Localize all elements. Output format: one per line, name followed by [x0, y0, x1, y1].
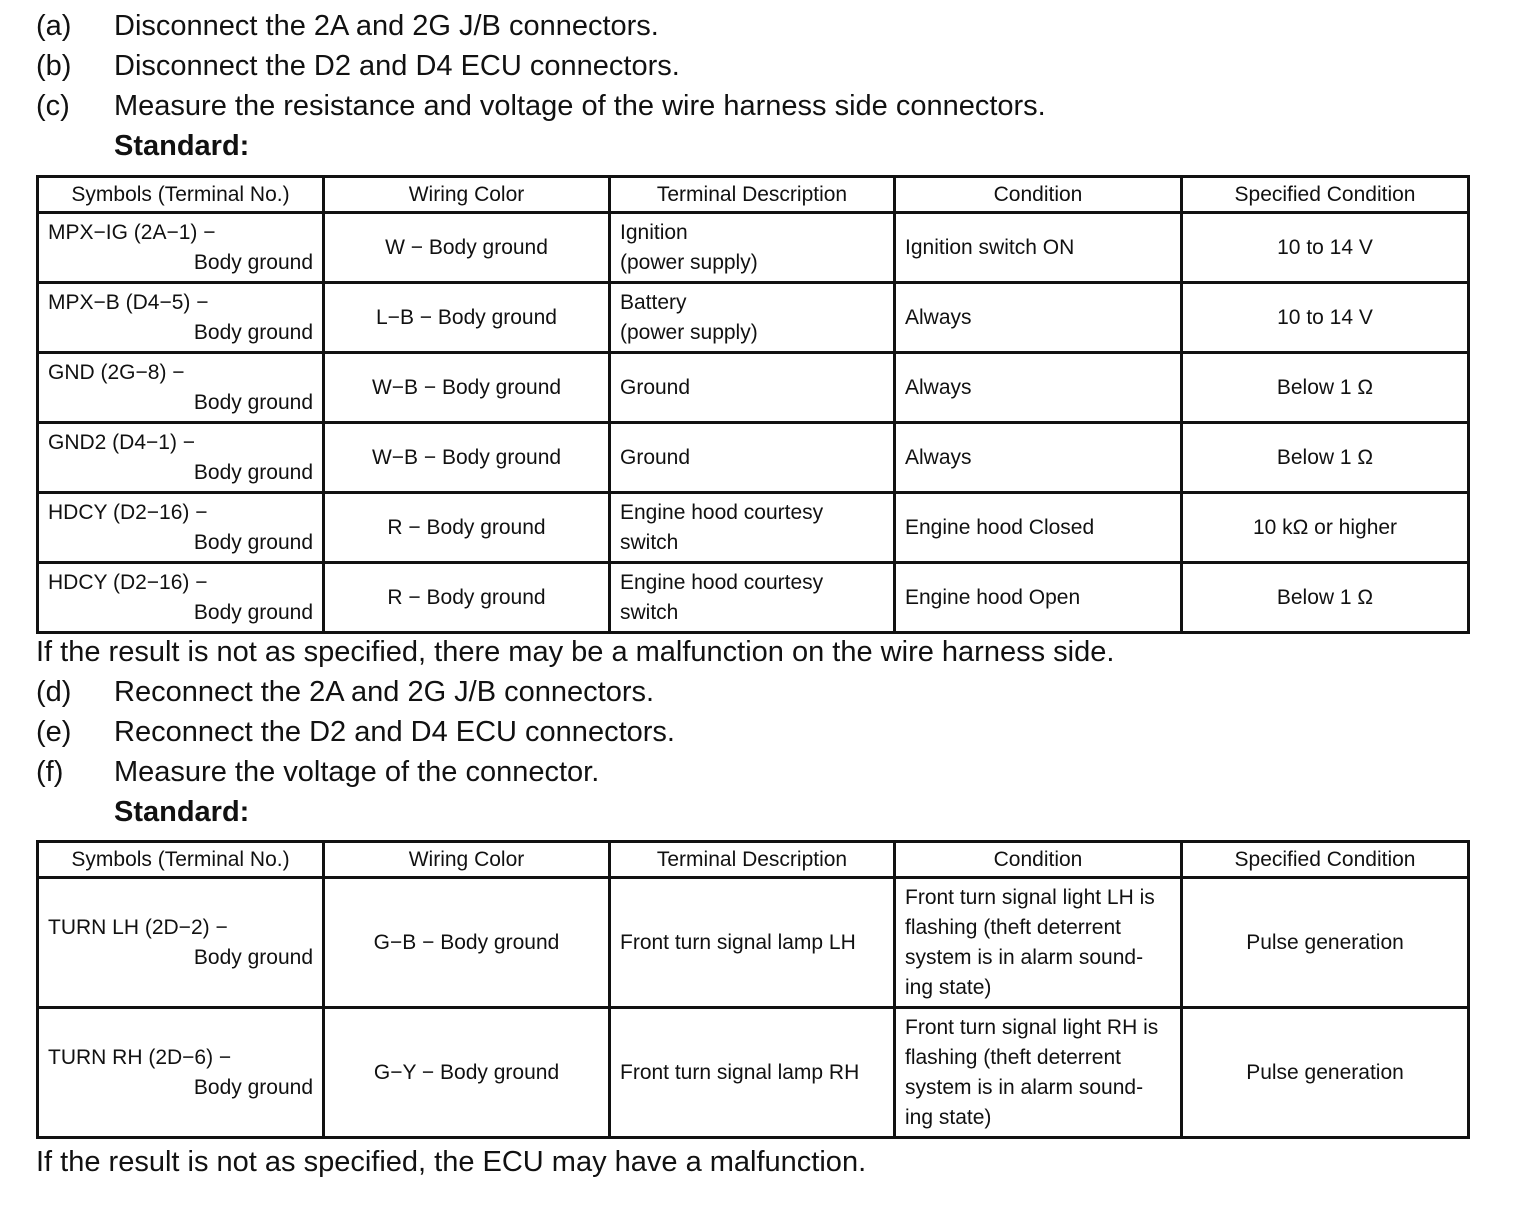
step-f [36, 752, 599, 792]
step-e [36, 712, 675, 752]
symbol-cell: MPX−B (D4−5) − Body ground [38, 283, 324, 353]
header-wiring-color: Wiring Color [324, 177, 610, 213]
step-a [36, 6, 659, 46]
description-cell: Ground [610, 353, 895, 423]
header-condition: Condition [895, 177, 1182, 213]
condition-cell: Always [895, 353, 1182, 423]
table-row [38, 423, 1469, 493]
symbol-cell: HDCY (D2−16) − Body ground [38, 493, 324, 563]
step-text: Disconnect the 2A and 2G J/B connectors. [114, 10, 659, 42]
table-row [38, 493, 1469, 563]
step-c [36, 86, 1046, 126]
symbol-cell: MPX−IG (2A−1) − Body ground [38, 213, 324, 283]
table-row [38, 563, 1469, 633]
header-specified-condition: Specified Condition [1182, 842, 1469, 878]
specified-condition-cell: 10 to 14 V [1182, 283, 1469, 353]
description-cell: Ignition (power supply) [610, 213, 895, 283]
symbol-cell: GND (2G−8) − Body ground [38, 353, 324, 423]
step-text: Measure the resistance and voltage of the wire harness side connectors. [114, 90, 1046, 122]
step-text: Disconnect the D2 and D4 ECU connectors. [114, 50, 680, 82]
header-condition: Condition [895, 842, 1182, 878]
description-cell: Engine hood courtesy switch [610, 563, 895, 633]
condition-cell: Engine hood Closed [895, 493, 1182, 563]
step-b [36, 46, 680, 86]
specified-condition-cell: 10 kΩ or higher [1182, 493, 1469, 563]
symbol-cell: HDCY (D2−16) − Body ground [38, 563, 324, 633]
wiring-color-cell: R − Body ground [324, 563, 610, 633]
description-cell: Engine hood courtesy switch [610, 493, 895, 563]
step-d [36, 672, 654, 712]
standard-heading: Standard: [114, 796, 250, 828]
description-cell: Front turn signal lamp RH [610, 1008, 895, 1138]
header-symbols: Symbols (Terminal No.) [38, 177, 324, 213]
resistance-voltage-table [36, 175, 1470, 634]
wiring-color-cell: G−B − Body ground [324, 878, 610, 1008]
wiring-color-cell: W−B − Body ground [324, 423, 610, 493]
connector-voltage-table [36, 840, 1470, 1139]
specified-condition-cell: Below 1 Ω [1182, 423, 1469, 493]
description-cell: Battery (power supply) [610, 283, 895, 353]
specified-condition-cell: 10 to 14 V [1182, 213, 1469, 283]
step-text: Measure the voltage of the connector. [114, 756, 600, 788]
description-cell: Ground [610, 423, 895, 493]
specified-condition-cell: Below 1 Ω [1182, 563, 1469, 633]
table-row [38, 283, 1469, 353]
symbol-cell: TURN RH (2D−6) − Body ground [38, 1008, 324, 1138]
table-row [38, 878, 1469, 1008]
description-cell: Front turn signal lamp LH [610, 878, 895, 1008]
step-label: (a) [36, 10, 72, 42]
table-row [38, 353, 1469, 423]
specified-condition-cell: Pulse generation [1182, 878, 1469, 1008]
table-header-row [38, 177, 1469, 213]
specified-condition-cell: Pulse generation [1182, 1008, 1469, 1138]
specified-condition-cell: Below 1 Ω [1182, 353, 1469, 423]
symbol-cell: GND2 (D4−1) − Body ground [38, 423, 324, 493]
step-text: Reconnect the D2 and D4 ECU connectors. [114, 716, 675, 748]
table-row [38, 1008, 1469, 1138]
wiring-color-cell: R − Body ground [324, 493, 610, 563]
condition-cell: Always [895, 423, 1182, 493]
wiring-color-cell: G−Y − Body ground [324, 1008, 610, 1138]
wiring-color-cell: W−B − Body ground [324, 353, 610, 423]
header-specified-condition: Specified Condition [1182, 177, 1469, 213]
condition-cell: Front turn signal light LH is flashing (theft deterrent system is in alarm sound- ing state) [895, 878, 1182, 1008]
result-note-ecu: If the result is not as specified, the ECU may have a malfunction. [36, 1146, 867, 1178]
condition-cell: Always [895, 283, 1182, 353]
symbol-cell: TURN LH (2D−2) − Body ground [38, 878, 324, 1008]
header-wiring-color: Wiring Color [324, 842, 610, 878]
condition-cell: Front turn signal light RH is flashing (theft deterrent system is in alarm sound- ing state) [895, 1008, 1182, 1138]
header-terminal-description: Terminal Description [610, 177, 895, 213]
step-label: (b) [36, 50, 72, 82]
condition-cell: Engine hood Open [895, 563, 1182, 633]
step-label: (c) [36, 90, 70, 122]
condition-cell: Ignition switch ON [895, 213, 1182, 283]
wiring-color-cell: L−B − Body ground [324, 283, 610, 353]
step-text: Reconnect the 2A and 2G J/B connectors. [114, 676, 655, 708]
step-label: (d) [36, 676, 72, 708]
standard-heading: Standard: [114, 130, 250, 162]
result-note-harness: If the result is not as specified, there may be a malfunction on the wire harness side. [36, 636, 1115, 668]
wiring-color-cell: W − Body ground [324, 213, 610, 283]
header-terminal-description: Terminal Description [610, 842, 895, 878]
step-label: (e) [36, 716, 72, 748]
table-header-row [38, 842, 1469, 878]
table-row [38, 213, 1469, 283]
step-label: (f) [36, 756, 64, 788]
header-symbols: Symbols (Terminal No.) [38, 842, 324, 878]
